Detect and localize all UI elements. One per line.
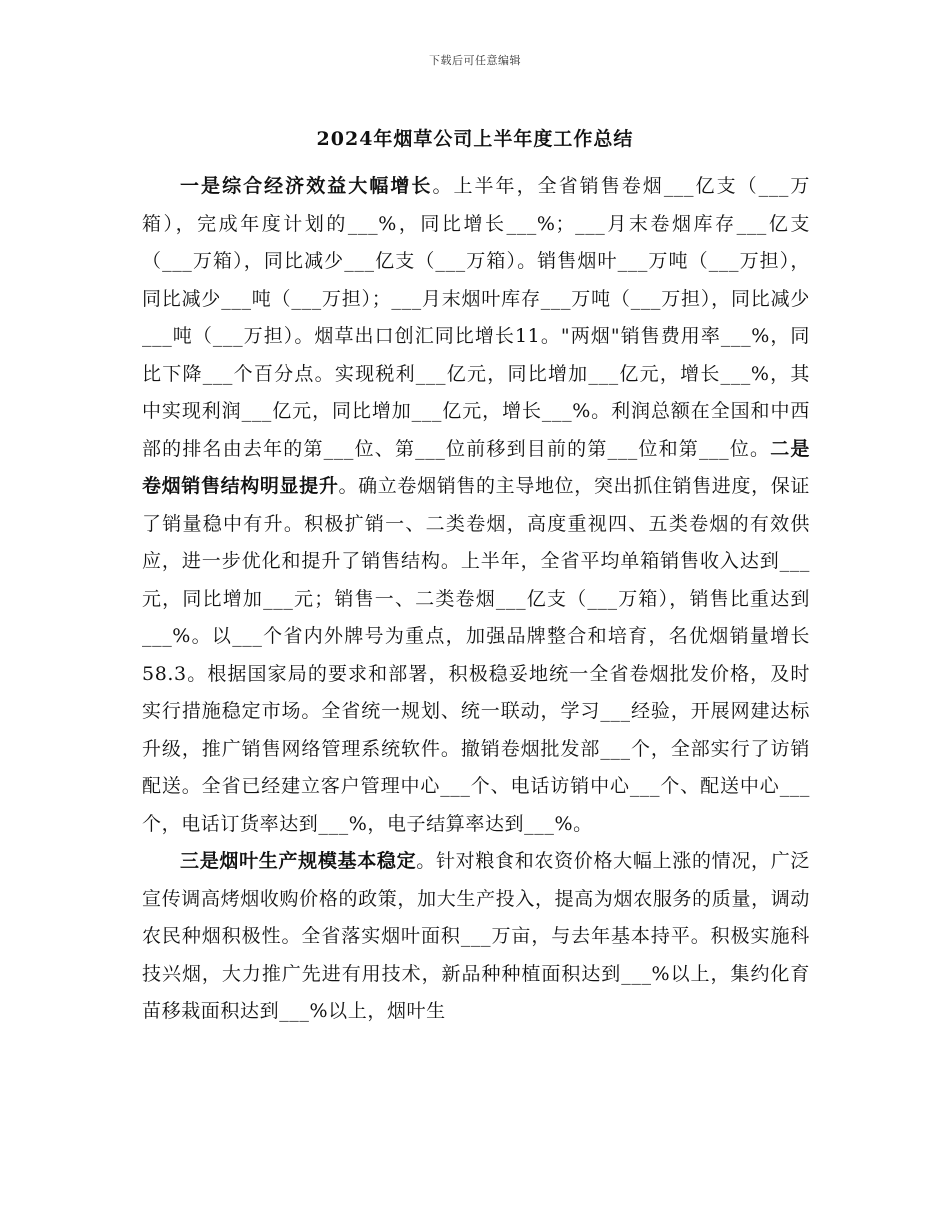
- document-title: 2024年烟草公司上半年度工作总结: [316, 128, 634, 150]
- page-header: 下载后可任意编辑: [429, 54, 521, 67]
- document-body: [142, 168, 810, 1031]
- paragraph-1-text-2: 。确立卷烟销售的主导地位，突出抓住销售进度，保证了销量稳中有升。积极扩销一、二类卷烟，高度重视四、五类卷烟的有效供应，进一步优化和提升了销售结构。上半年，全省平均单箱销售收入达到___元，同比增加___元；销售一、二类卷烟___亿支（___万箱），销售比重达到___%。以___个省内外牌号为重点，加强品牌整合和培育，名优烟销量增长58.3。根据国家局的要求和部署，积极稳妥地统一全省卷烟批发价格，及时实行措施稳定市场。全省统一规划、统一联动，学习___经验，开展网建达标升级，推广销售网络管理系统软件。撤销卷烟批发部___个，全部实行了访销配送。全省已经建立客户管理中心___个、电话访销中心___个、配送中心___个，电话订货率达到___%，电子结算率达到___%。: [142, 475, 810, 835]
- paragraph-1-lead-2: 二是卷烟销售结构明显提升: [142, 437, 811, 497]
- paragraph-2: [142, 843, 810, 1031]
- paragraph-1: [142, 168, 810, 843]
- paragraph-1-lead: 一是综合经济效益大幅增长: [180, 175, 433, 197]
- paragraph-2-lead: 三是烟叶生产规模基本稳定: [180, 850, 417, 872]
- paragraph-1-text: 。上半年，全省销售卷烟___亿支（___万箱），完成年度计划的___%，同比增长___%；___月末卷烟库存___亿支（___万箱），同比减少___亿支（___万箱）。销售烟叶___万吨（___万担），同比减少___吨（___万担）；___月末烟叶库存___万吨（___万担），同比减少___吨（___万担）。烟草出口创汇同比增长11。"两烟"销售费用率___%，同比下降___个百分点。实现税利___亿元，同比增加___亿元，增长___%，其中实现利润___亿元，同比增加___亿元，增长___%。利润总额在全国和中西部的排名由去年的第___位、第___位前移到目前的第___位和第___位。: [142, 175, 811, 460]
- paragraph-2-text: 。针对粮食和农资价格大幅上涨的情况，广泛宣传调高烤烟收购价格的政策，加大生产投入，提高为烟农服务的质量，调动农民种烟积极性。全省落实烟叶面积___万亩，与去年基本持平。积极实施科技兴烟，大力推广先进有用技术，新品种种植面积达到___%以上，集约化育苗移栽面积达到___%以上，烟叶生: [142, 850, 810, 1022]
